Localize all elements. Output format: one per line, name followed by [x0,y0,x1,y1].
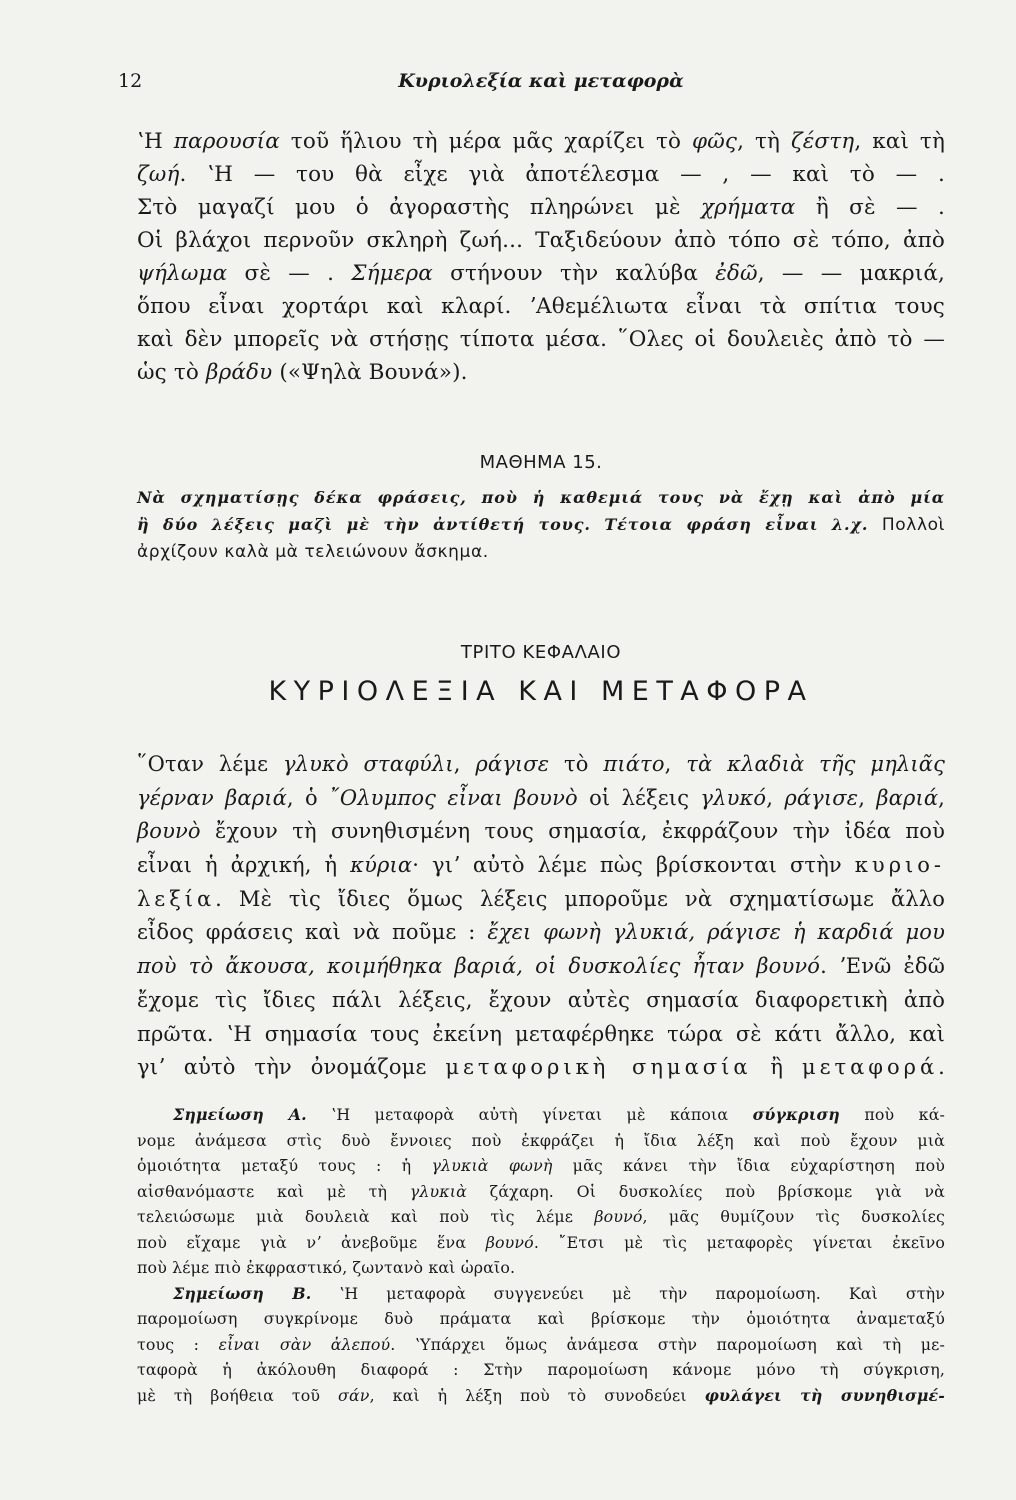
text-line [137,125,945,158]
bold-italic-run: Σημείωση Α. [173,1105,307,1124]
italic-run: τὰ κλαδιὰ τῆς μηλιᾶς [686,752,946,776]
exercise-text [137,125,945,389]
text-run: ʽΗ μεταφορὰ συγγενεύει μὲ τὴν παρομοίωση. Καὶ στὴν [311,1283,946,1303]
text-run: ʽΗ [137,129,174,154]
spaced-run: κυριο- [854,853,946,878]
text-run: ποὺ λέμε πιὸ ἐκφραστικό, ζωντανὸ καὶ ὡραῖο. [137,1258,516,1277]
note-line [137,1332,945,1358]
text-run: τελειώσωμε μιὰ δουλειὰ καὶ ποὺ τὶς λέμε [137,1207,595,1226]
italic-run: γλυκιὰ [409,1181,467,1201]
text-run: , τὴ [737,129,791,154]
text-run: ῞Οταν λέμε [137,752,283,776]
text-line [137,158,945,191]
text-run: σὲ — . [227,261,352,286]
text-line [137,883,945,917]
text-run: Οἱ βλάχοι περνοῦν σκληρὴ ζωή... Ταξιδεύουν ἀπὸ τόπο σὲ τόπο, ἀπὸ [137,228,945,253]
note-line [137,1179,945,1205]
lesson-example-start: Πολλοὶ [881,515,945,535]
text-run: στήνουν τὴν καλύβα [432,261,716,286]
italic-run: βουνό [485,1232,534,1252]
italic-run: βαριά [876,785,939,810]
text-run: μᾶς κάνει τὴν ἴδια εὐχαρίστηση ποὺ [552,1156,945,1175]
lesson-title: ΜΑΘΗΜΑ 15. [479,452,603,473]
text-run: τοῦ ἥλιου τὴ μέρα μᾶς χαρίζει τὸ [279,129,693,154]
note-line [137,1230,945,1256]
text-line [137,257,945,290]
text-run: ὡς τὸ [137,360,206,385]
text-line [137,191,945,224]
italic-run: γλυκιὰ φωνὴ [431,1156,553,1175]
note-line [137,1153,945,1179]
spaced-run: λεξία [137,886,216,911]
italic-run: παρουσία [173,129,280,154]
italic-run: γλυκὸ σταφύλι [282,752,454,776]
text-run: μὲ τὴ βοήθεια τοῦ [137,1385,339,1405]
note-line [137,1102,945,1128]
italic-run: ῎Ολυμπος εἶναι βουνὸ [329,785,578,810]
chapter-title: ΚΥΡΙΟΛΕΞΙΑ ΚΑΙ ΜΕΤΑΦΟΡΑ [268,676,814,707]
text-line [137,1018,945,1052]
italic-run: βράδυ [205,360,273,385]
running-title: Κυριολεξία καὶ μεταφορὰ [398,70,684,92]
italic-run: ἐδῶ [715,261,758,286]
italic-run: κύρια [350,853,413,878]
note-line [137,1128,945,1154]
italic-run: γλυκό [700,785,767,810]
italic-run: εἶναι σὰν ἀλεπού [218,1334,391,1354]
bold-italic-run: Σημείωση Β. [173,1283,312,1303]
text-run: , [858,785,877,810]
text-line [137,782,945,816]
italic-run: ψήλωμα [137,261,228,286]
spaced-run: μεταφορά [801,1055,939,1080]
italic-run: ζέστη [790,129,855,154]
text-run: εἶδος φράσεις καὶ νὰ ποῦμε : [137,920,488,945]
text-run: , μᾶς θυμίζουν τὶς δυσκολίες [642,1207,945,1226]
text-run: νομε ἀνάμεσα στὶς δυὸ ἔννοιες ποὺ ἐκφράζει ἡ ἴδια λέξη καὶ ποὺ ἔχουν μιὰ [137,1130,945,1150]
text-run: αἰσθανόμαστε καὶ μὲ τὴ [137,1181,410,1201]
text-run: , ὁ [286,785,330,810]
text-run: ἔχουν τὴ συνηθισμένη τους σημασία, ἐκφράζουν τὴν ἰδέα ποὺ [200,819,945,844]
text-run: . ʽΗ — του θὰ εἶχε γιὰ ἀποτέλεσμα — , — καὶ τὸ — . [179,162,945,187]
text-run: ἔχομε τὶς ἴδιες πάλι λέξεις, ἔχουν αὐτὲς σημασία διαφορετικὴ ἀπὸ [137,987,945,1012]
text-run: οἱ λέξεις [577,785,701,810]
text-line [137,356,945,389]
italic-run: φῶς [692,129,738,154]
note-line [137,1255,945,1281]
text-run: . Μὲ τὶς ἴδιες ὅμως λέξεις μποροῦμε νὰ σχηματίσωμε ἄλλο [215,886,945,911]
text-run: Στὸ μαγαζί μου ὁ ἀγοραστὴς πληρώνει μὲ [137,195,701,220]
italic-run: βουνὸ [137,819,201,844]
spaced-run: μεταφορικὴ σημασία [445,1055,752,1080]
page-number: 12 [118,70,143,92]
text-run: · γιʼ αὐτὸ λέμε πὼς βρίσκονται στὴν [412,853,855,878]
text-run: . ʽΥπάρχει ὅμως ἀνάμεσα στὴν παρομοίωση καὶ τὴ με- [390,1334,945,1354]
lesson-instruction-line: Νὰ σχηματίσῃς δέκα φράσεις, ποὺ ἡ καθεμιά τους νὰ ἔχῃ καὶ ἀπὸ μία [137,488,945,507]
italic-run: ἔχει φωνὴ γλυκιά, ράγισε ἡ καρδιά μου [487,920,945,945]
text-run: ζάχαρη. Οἱ δυσκολίες ποὺ βρίσκομε γιὰ νὰ [466,1181,945,1201]
text-run: ʽΗ μεταφορὰ αὐτὴ γίνεται μὲ κάποια [306,1105,753,1124]
lesson-instruction-text: ἢ δύο λέξεις μαζὶ μὲ τὴν ἀντίθετή τους. Τέτοια φράση εἶναι λ.χ. [137,515,869,534]
italic-run: πιάτο [603,752,665,776]
text-run: , [938,785,945,810]
note-line [137,1383,945,1409]
italic-run: ράγισε [475,752,550,776]
text-run: εἶναι ἡ ἀρχική, ἡ [137,853,351,878]
text-run: πρῶτα. ʽΗ σημασία τους ἐκείνη μεταφέρθηκε τώρα σὲ κάτι ἄλλο, καὶ [137,1021,945,1046]
text-line [137,849,945,883]
italic-run: χρήματα [700,195,796,220]
text-run: ὁμοιότητα μεταξύ τους : ἡ [137,1156,432,1175]
text-run: ὅπου εἶναι χορτάρι καὶ κλαρί. ʼΑθεμέλιωτα εἶναι τὰ σπίτια τους [137,294,945,319]
text-run: . [938,1055,945,1080]
text-run: . ῎Ετσι μὲ τὶς μεταφορὲς γίνεται ἐκεῖνο [533,1232,945,1252]
text-run: ταφορὰ ἡ ἀκόλουθη διαφορά : Στὴν παρομοίωση κάνομε μόνο τὴ σύγκριση, [137,1360,945,1379]
text-run: ἢ [751,1055,802,1080]
italic-run: σάν [338,1385,370,1405]
text-line [137,224,945,257]
text-run: , καὶ τὴ [854,129,946,154]
text-run: ποὺ εἴχαμε γιὰ νʼ ἀνεβοῦμε ἕνα [137,1232,486,1252]
text-line [137,290,945,323]
text-run: τους : [137,1334,219,1354]
lesson-instructions [137,484,945,565]
text-line [137,815,945,849]
main-text [137,748,945,1085]
text-run: ἢ σὲ — . [795,195,945,220]
text-run: τὸ [549,752,604,776]
text-line [137,984,945,1018]
text-run: , — — μακριά, [757,261,946,286]
note-line [137,1204,945,1230]
text-run: , [664,752,687,776]
text-line [137,1051,945,1085]
text-run: . ʼΕνῶ ἐδῶ [820,954,946,979]
page-header [118,70,945,98]
lesson-example-end: ἀρχίζουν καλὰ μὰ τελειώνουν ἄσκημα. [137,542,489,562]
lesson-example-line [137,538,945,565]
italic-run: βουνό [594,1207,643,1226]
lesson-instruction-line-2 [137,511,945,538]
bold-italic-run: φυλάγει τὴ συνηθισμέ- [704,1385,946,1405]
text-run: , καὶ ἡ λέξη ποὺ τὸ συνοδεύει [369,1385,705,1405]
italic-run: Σήμερα [351,261,433,286]
italic-run: γέρναν βαριά [137,785,287,810]
note-line [137,1357,945,1383]
text-line [137,950,945,984]
italic-run: ράγισε [784,785,859,810]
text-run: , [766,785,785,810]
text-run: («Ψηλὰ Βουνά»). [272,360,468,385]
text-run: γιʼ αὐτὸ τὴν ὀνομάζομε [137,1055,446,1080]
text-run: ποὺ κά- [839,1105,945,1124]
text-run: παρομοίωση συγκρίνομε δυὸ πράματα καὶ βρίσκομε τὴν ὁμοιότητα ἀναμεταξύ [137,1309,945,1328]
chapter-label: ΤΡΙΤΟ ΚΕΦΑΛΑΙΟ [460,642,622,663]
note-line [137,1281,945,1307]
text-line [137,323,945,356]
text-line [137,748,945,782]
italic-run: ποὺ τὸ ἄκουσα, κοιμήθηκα βαριά, οἱ δυσκολίες ἦταν βουνό [137,954,821,979]
text-run: , [453,752,476,776]
notes [137,1102,945,1408]
note-line [137,1306,945,1332]
text-line [137,916,945,950]
bold-italic-run: σύγκριση [752,1105,840,1124]
italic-run: ζωή [137,162,180,187]
text-run: καὶ δὲν μπορεῖς νὰ στήσῃς τίποτα μέσα. ῞Ολες οἱ δουλειὲς ἀπὸ τὸ — [137,327,945,352]
